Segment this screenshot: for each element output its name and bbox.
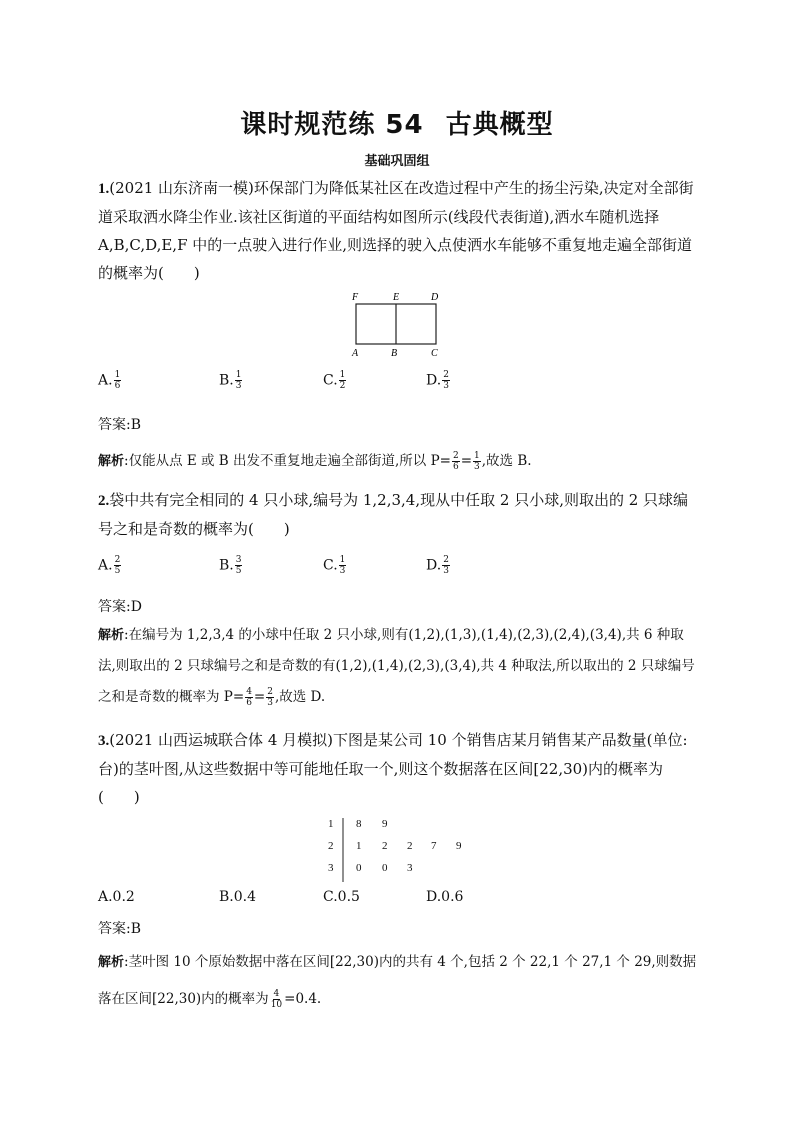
answer: 答案:B — [98, 417, 142, 433]
question-1 — [98, 174, 698, 287]
section-subtitle: 基础巩固组 — [364, 154, 430, 169]
label-C: C — [431, 348, 438, 359]
q1-options — [98, 370, 698, 400]
label-F: F — [352, 292, 359, 303]
option-b[interactable]: B.0.4 — [219, 889, 257, 905]
street-diagram — [345, 286, 455, 360]
option-c[interactable]: C. $\frac{1}{3}$ — [323, 555, 346, 576]
question-number: 2. — [98, 493, 110, 509]
stem-row-3: 3 0 0 3 — [328, 862, 413, 874]
explanation: 解析:仅能从点 E 或 B 出发不重复地走遍全部街道,所以 P= $\frac{2}{6}$ = $\frac{1}{3}$ ,故选 B. — [98, 451, 532, 472]
label-B: B — [391, 348, 398, 359]
stem-row-1: 1 8 9 — [328, 818, 388, 830]
label-D: D — [431, 292, 439, 303]
option-b[interactable]: B. $\frac{1}{3}$ — [219, 370, 242, 391]
question-number: 3. — [98, 733, 110, 749]
option-b[interactable]: B. $\frac{3}{5}$ — [219, 555, 242, 576]
stem-row-2: 2 1 2 2 7 9 — [328, 840, 462, 852]
answer: 答案:D — [98, 599, 142, 615]
title-main: 课时规范练 54 — [240, 110, 424, 140]
q2-options — [98, 555, 698, 585]
label-E: E — [393, 292, 400, 303]
option-c[interactable]: C.0.5 — [323, 889, 360, 905]
q3-options — [98, 889, 698, 919]
title-topic: 古典概型 — [445, 110, 554, 140]
question-2 — [98, 486, 698, 543]
label-A: A — [352, 348, 359, 359]
option-d[interactable]: D.0.6 — [426, 889, 464, 905]
explanation: 解析:茎叶图 10 个原始数据中落在区间[22,30)内的共有 4 个,包括 2 个 22,1 个 27,1 个 29,则数据落在区间[22,30)内的概率为 $\frac{4}{10}$ =0.4. — [98, 954, 697, 1010]
question-text: 袋中共有完全相同的 4 只小球,编号为 1,2,3,4,现从中任取 2 只小球,则取出的 2 只球编号之和是奇数的概率为( ) — [98, 491, 689, 538]
option-c[interactable]: C. $\frac{1}{2}$ — [323, 370, 346, 391]
option-a[interactable]: A.0.2 — [98, 889, 135, 905]
question-number: 1. — [98, 181, 110, 197]
page-title — [0, 104, 794, 141]
question-text: (2021 山西运城联合体 4 月模拟)下图是某公司 10 个销售店某月销售某产品数量(单位:台)的茎叶图,从这些数据中等可能地任取一个,则这个数据落在区间[22,30)内的概率为( ) — [98, 731, 688, 806]
option-a[interactable]: A. $\frac{2}{5}$ — [98, 555, 121, 576]
option-d[interactable]: D. $\frac{2}{3}$ — [426, 555, 449, 576]
answer: 答案:B — [98, 921, 142, 937]
option-d[interactable]: D. $\frac{2}{3}$ — [426, 370, 449, 391]
question-3 — [98, 726, 698, 811]
explanation: 解析:在编号为 1,2,3,4 的小球中任取 2 只小球,则有(1,2),(1,3),(1,4),(2,3),(2,4),(3,4),共 6 种取法,则取出的 2 只球编号之和是奇数的有(1,2),(1,4),(2,3),(3,4),共 4 种取法,所以取出的 2 只球编号之和是奇数的概率为 P= $\frac{4}{6}$ = $\frac{2}{3}$ ,故选 D. — [98, 627, 695, 708]
option-a[interactable]: A. $\frac{1}{6}$ — [98, 370, 121, 391]
question-text: (2021 山东济南一模)环保部门为降低某社区在改造过程中产生的扬尘污染,决定对全部街道采取洒水降尘作业.该社区街道的平面结构如图所示(线段代表街道),洒水车随机选择 A,B,C,D,E,F 中的一点驶入进行作业,则选择的驶入点使洒水车能够不重复地走遍全部街道的概率为( ) — [98, 179, 694, 282]
